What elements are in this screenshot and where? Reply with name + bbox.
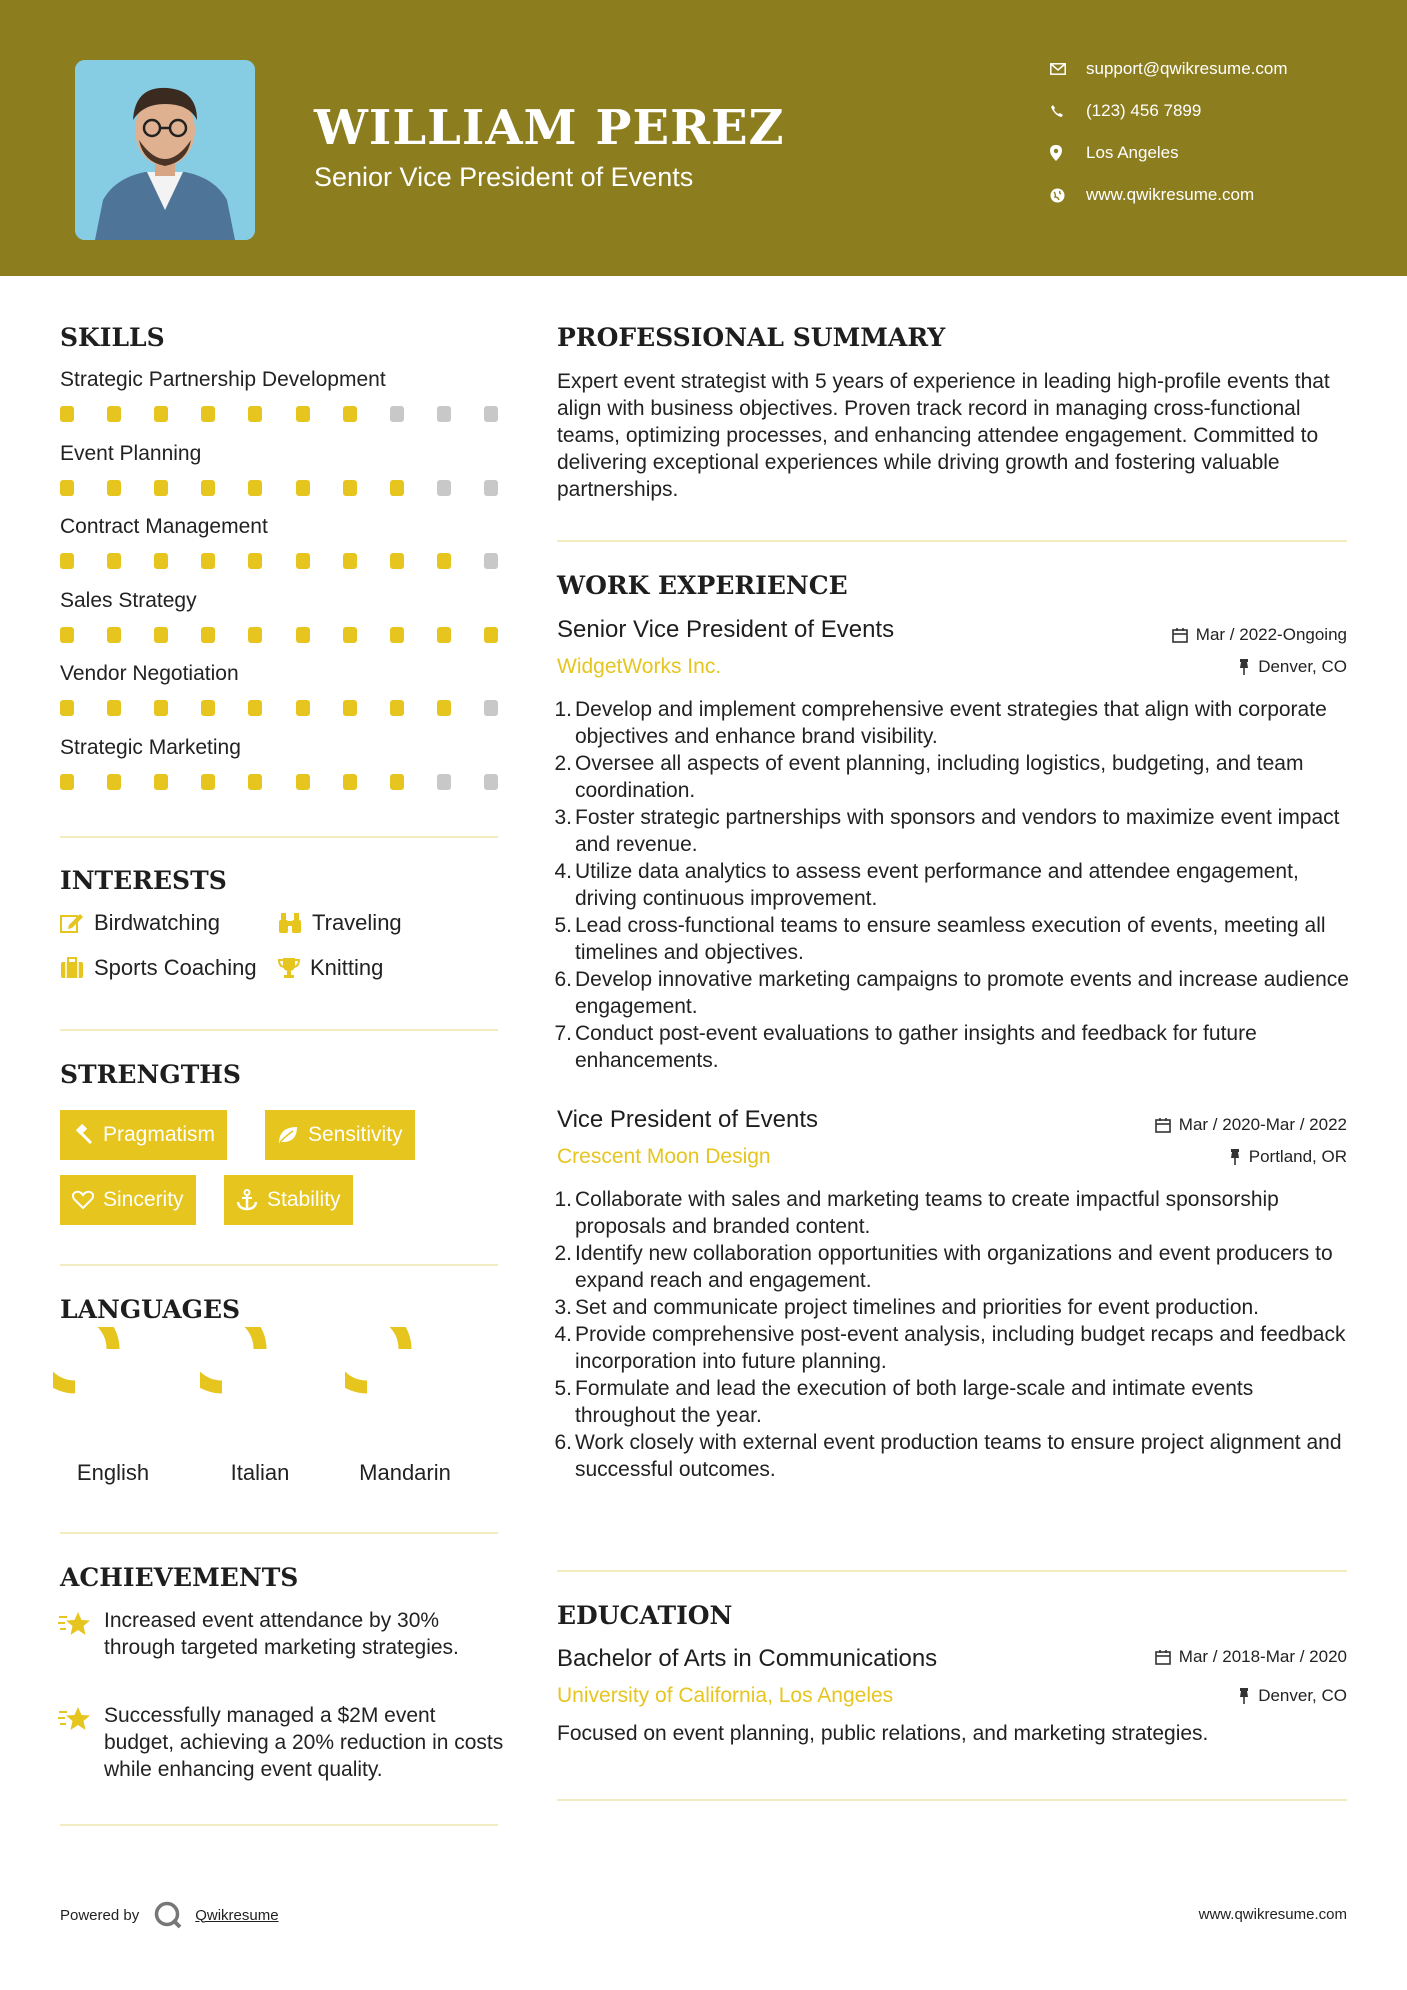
skill-name: Strategic Marketing [60,735,241,759]
language-level-ring [345,1327,465,1447]
rating-dot-filled [60,406,74,422]
pushpin-icon [1229,1149,1241,1165]
job-location-text: Denver, CO [1258,657,1347,676]
rating-dot-filled [296,700,310,716]
rating-dot-filled [201,480,215,496]
language-label: Italian [230,1460,290,1485]
job-bullet: 3. Set and communicate project timelines and priorities for event production. [554,1296,1260,1319]
rating-dot-filled [437,627,451,643]
calendar-icon [1172,627,1188,643]
skill-rating [60,480,498,496]
pushpin-icon [1238,659,1250,675]
rating-dot-empty [484,553,498,569]
rating-dot-filled [154,627,168,643]
rating-dot-empty [437,480,451,496]
rating-dot-filled [248,774,262,790]
rating-dot-filled [296,480,310,496]
divider [60,836,498,838]
summary-text: Expert event strategist with 5 years of experience in leading high-profile events that align with business objectives. Proven track record in managing cross-functional teams, optimizing processes, and enhancing attendee engagement. Committed to delivering exceptional experiences while driving growth and fostering valuable partnerships. [557,370,1330,501]
skill-rating [60,627,498,643]
job-bullet-text: Utilize data analytics to assess event performance and attendee engagement, driving continuous improvement. [575,860,1299,910]
school-name: University of California, Los Angeles [557,1684,894,1707]
skill-rating [60,774,498,790]
skill-name: Event Planning [60,441,202,465]
skill-name: Strategic Partnership Development [60,368,386,391]
contact-website[interactable] [1050,180,1370,210]
leaf-icon [277,1125,299,1145]
summary-heading: PROFESSIONAL SUMMARY [557,323,946,352]
rating-dot-filled [201,406,215,422]
rating-dot-filled [390,480,404,496]
job-bullet-text: Collaborate with sales and marketing teams to create impactful sponsorship proposals and branded content. [575,1188,1279,1238]
rating-dot-empty [484,774,498,790]
rating-dot-filled [201,627,215,643]
education-dates [1155,1647,1347,1667]
rating-dot-empty [437,774,451,790]
rating-dot-filled [201,774,215,790]
resume-header [0,0,1407,276]
strength-badge [265,1110,415,1160]
rating-dot-filled [484,627,498,643]
divider [557,540,1347,542]
job-bullets [552,1186,1352,1483]
education-heading: EDUCATION [557,1601,733,1630]
strength-badge [60,1110,227,1160]
rating-dot-filled [343,700,357,716]
job-bullet: 1. Collaborate with sales and marketing teams to create impactful sponsorship proposals and branded content. [552,1186,1352,1240]
divider [60,1532,498,1534]
phone-icon [1050,104,1086,118]
language-label: English [76,1460,150,1485]
binoculars-icon [278,912,302,934]
interest-item [60,910,220,936]
rating-dot-empty [484,406,498,422]
strength-badge [224,1175,353,1225]
rating-dot-filled [60,480,74,496]
rating-dot-filled [343,774,357,790]
contact-email-text: support@qwikresume.com [1086,59,1288,78]
rating-dot-filled [154,774,168,790]
job-bullet: 6. Work closely with external event production teams to ensure project alignment and successful outcomes. [552,1429,1352,1483]
footer-website[interactable]: www.qwikresume.com [1198,1906,1347,1923]
job-bullet-text: Provide comprehensive post-event analysis, including budget recaps and feedback incorporation into future planning. [575,1323,1346,1373]
skill-rating [60,553,498,569]
job-bullet-text: Lead cross-functional teams to ensure seamless execution of events, meeting all timelines and objectives. [575,914,1326,964]
job-bullet: 6. Develop innovative marketing campaigns to promote events and increase audience engagement. [552,966,1352,1020]
job-title: Vice President of Events [557,1106,819,1133]
interests-heading: INTERESTS [60,866,227,895]
contact-phone-text: (123) 456 7899 [1086,101,1202,120]
interest-label: Birdwatching [94,910,220,935]
achievement-text: Increased event attendance by 30% through targeted marketing strategies. [104,1609,459,1659]
rating-dot-filled [201,700,215,716]
rating-dot-filled [248,700,262,716]
job-title: Senior Vice President of Events [557,616,895,643]
company-name: Crescent Moon Design [557,1145,771,1168]
gavel-icon [72,1124,94,1146]
skill-name: Contract Management [60,515,268,538]
rating-dot-filled [296,406,310,422]
rating-dot-filled [248,627,262,643]
skills-heading: SKILLS [60,323,165,352]
job-bullet: 5. Lead cross-functional teams to ensure seamless execution of events, meeting all timelines and objectives. [552,912,1352,966]
rating-dot-empty [484,480,498,496]
job-location [1229,1147,1347,1167]
job-bullet-text: Develop innovative marketing campaigns to promote events and increase audience engagement. [575,968,1349,1018]
job-dates-text: Mar / 2020-Mar / 2022 [1178,1115,1347,1134]
rating-dot-filled [390,553,404,569]
interest-item [278,955,383,981]
rating-dot-filled [60,627,74,643]
achievements-heading: ACHIEVEMENTS [60,1563,299,1592]
language-label: Mandarin [359,1460,451,1485]
interest-item [60,955,257,981]
candidate-role: Senior Vice President of Events [314,162,694,192]
rating-dot-filled [343,406,357,422]
divider [557,1799,1347,1801]
rating-dot-filled [60,700,74,716]
job-bullet-text: Identify new collaboration opportunities with organizations and event producers to expand reach and engagement. [575,1242,1333,1292]
job-dates [1172,625,1347,645]
rating-dot-empty [484,700,498,716]
skill-name: Sales Strategy [60,588,197,612]
job-bullet: 7. Conduct post-event evaluations to gather insights and feedback for future enhancements. [552,1020,1352,1074]
briefcase-icon [60,957,84,979]
job-bullet: 4. Provide comprehensive post-event analysis, including budget recaps and feedback incorporation into future planning. [552,1321,1352,1375]
skill-rating [60,406,498,422]
star-icon [58,1611,92,1637]
skill-rating [60,700,498,716]
job-dates-text: Mar / 2022-Ongoing [1195,625,1347,644]
divider [557,1570,1347,1572]
trophy-icon [278,957,300,979]
achievement-text: Successfully managed a $2M event budget, achieving a 20% reduction in costs while enhancing event quality. [104,1704,504,1781]
strength-label: Stability [267,1188,341,1211]
star-icon [58,1706,92,1732]
contact-location-text: Los Angeles [1086,143,1179,162]
job-bullets [552,696,1352,1074]
language-level-arc [53,1327,113,1387]
work-heading: WORK EXPERIENCE [557,571,848,600]
rating-dot-filled [296,553,310,569]
job-bullet-text: Oversee all aspects of event planning, including logistics, budgeting, and team coordination. [575,752,1304,802]
language-level-ring [53,1327,173,1447]
interest-label: Sports Coaching [94,955,257,980]
rating-dot-filled [154,406,168,422]
education-dates-text: Mar / 2018-Mar / 2020 [1178,1647,1347,1666]
rating-dot-filled [343,480,357,496]
rating-dot-filled [248,406,262,422]
job-location [1238,657,1347,677]
job-bullet-text: Develop and implement comprehensive event strategies that align with corporate objectives and enhance brand visibility. [575,698,1327,748]
rating-dot-filled [296,774,310,790]
company-name: WidgetWorks Inc. [557,655,722,678]
strength-label: Sincerity [103,1188,184,1211]
rating-dot-filled [60,553,74,569]
job-location-text: Portland, OR [1248,1147,1347,1166]
language-level-ring [200,1327,320,1447]
rating-dot-filled [60,774,74,790]
envelope-icon [1050,63,1086,75]
pencil-icon [60,912,84,934]
rating-dot-filled [107,627,121,643]
calendar-icon [1155,1117,1171,1133]
strengths-heading: STRENGTHS [60,1060,241,1089]
brand-link[interactable]: Qwikresume [195,1906,279,1924]
skill-name: Vendor Negotiation [60,662,239,685]
language-level-arc [200,1327,260,1387]
footer-powered-by [60,1900,279,1930]
job-bullet: 5. Formulate and lead the execution of both large-scale and intimate events throughout the year. [552,1375,1352,1429]
rating-dot-filled [390,700,404,716]
strength-label: Sensitivity [308,1123,403,1146]
contact-website-text: www.qwikresume.com [1086,185,1255,204]
rating-dot-filled [248,553,262,569]
divider [60,1264,498,1266]
rating-dot-filled [107,480,121,496]
job-bullet: 1. Develop and implement comprehensive event strategies that align with corporate objectives and enhance brand visibility. [552,696,1352,750]
rating-dot-filled [107,774,121,790]
divider [60,1029,498,1031]
rating-dot-filled [343,553,357,569]
calendar-icon [1155,1649,1171,1665]
rating-dot-filled [343,627,357,643]
rating-dot-filled [107,553,121,569]
contact-email[interactable] [1050,54,1370,84]
rating-dot-filled [437,553,451,569]
education-description: Focused on event planning, public relations, and marketing strategies. [557,1722,1209,1745]
rating-dot-filled [107,406,121,422]
interest-label: Traveling [312,910,402,935]
rating-dot-filled [107,700,121,716]
job-bullet-text: Foster strategic partnerships with sponsors and vendors to maximize event impact and revenue. [575,806,1340,856]
location-pin-icon [1050,145,1086,161]
qwikresume-logo-icon [153,1900,183,1930]
globe-icon [1050,188,1086,203]
job-bullet-text: Conduct post-event evaluations to gather insights and feedback for future enhancements. [575,1022,1257,1072]
job-bullet: 2. Identify new collaboration opportunities with organizations and event producers to expand reach and engagement. [552,1240,1352,1294]
candidate-name: WILLIAM PEREZ [314,100,785,156]
job-bullet: 2. Oversee all aspects of event planning, including logistics, budgeting, and team coordination. [552,750,1352,804]
profile-photo [75,60,255,240]
rating-dot-filled [248,480,262,496]
job-bullet-text: Formulate and lead the execution of both large-scale and intimate events throughout the year. [575,1377,1254,1427]
languages-heading: LANGUAGES [60,1295,241,1324]
heart-icon [72,1190,94,1210]
job-bullet-text: Set and communicate project timelines and priorities for event production. [575,1296,1260,1319]
rating-dot-filled [154,700,168,716]
rating-dot-filled [154,553,168,569]
strength-badge [60,1175,196,1225]
rating-dot-filled [296,627,310,643]
job-dates [1155,1115,1347,1135]
powered-by-label: Powered by [60,1906,140,1924]
pushpin-icon [1238,1688,1250,1704]
contact-phone[interactable] [1050,96,1370,126]
anchor-icon [236,1189,258,1211]
rating-dot-filled [390,774,404,790]
rating-dot-filled [201,553,215,569]
rating-dot-filled [154,480,168,496]
rating-dot-filled [390,627,404,643]
job-bullet: 3. Foster strategic partnerships with sponsors and vendors to maximize event impact and revenue. [552,804,1352,858]
job-bullet-text: Work closely with external event production teams to ensure project alignment and successful outcomes. [575,1431,1342,1481]
divider [60,1824,498,1826]
rating-dot-empty [437,406,451,422]
education-location-text: Denver, CO [1258,1686,1347,1705]
rating-dot-filled [437,700,451,716]
strength-label: Pragmatism [103,1123,216,1146]
degree-title: Bachelor of Arts in Communications [557,1645,938,1672]
rating-dot-empty [390,406,404,422]
interest-item [278,910,402,936]
contact-location [1050,138,1370,168]
language-level-arc [345,1327,405,1387]
education-location [1238,1686,1347,1706]
job-bullet: 4. Utilize data analytics to assess event performance and attendee engagement, driving continuous improvement. [552,858,1352,912]
interest-label: Knitting [310,955,384,980]
